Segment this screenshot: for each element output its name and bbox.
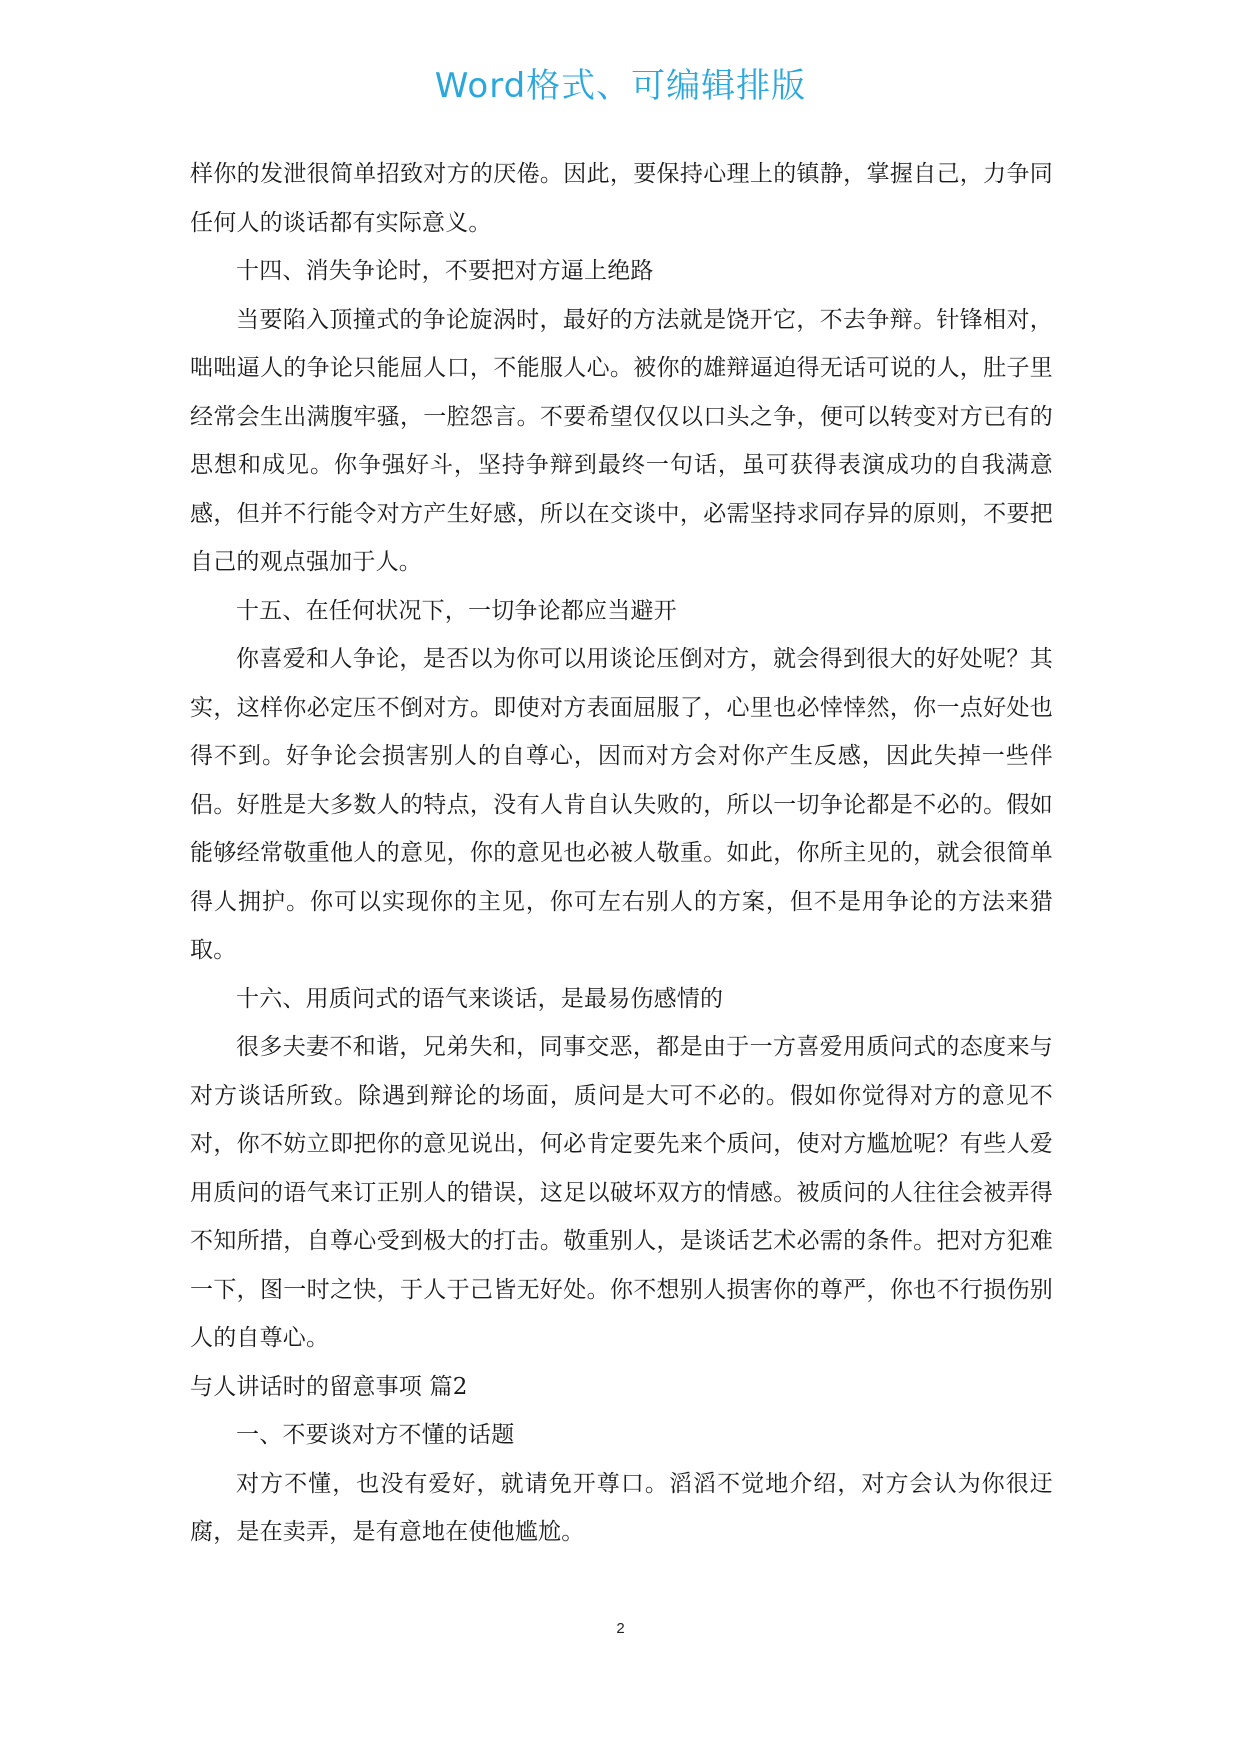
paragraph-continuation: 样你的发泄很简单招致对方的厌倦。因此，要保持心理上的镇静，掌握自己，力争同任何人的谈话都有实际意义。 bbox=[190, 161, 1053, 236]
paragraph-16: 很多夫妻不和谐，兄弟失和，同事交恶，都是由于一方喜爱用质问式的态度来与对方谈话所致。除遇到辩论的场面，质问是大可不必的。假如你觉得对方的意见不对，你不妨立即把你的意见说出，何必肯定要先来个质问，使对方尴尬呢？有些人爱用质问的语气来订正别人的错误，这足以破坏双方的情感。被质问的人往往会被弄得不知所措，自尊心受到极大的打击。敬重别人，是谈话艺术必需的条件。把对方犯难一下，图一时之快，于人于己皆无好处。你不想别人损害你的尊严，你也不行损伤别人的自尊心。 bbox=[190, 1034, 1053, 1351]
article-title-part-2: 与人讲话时的留意事项 篇2 bbox=[190, 1373, 468, 1400]
document-body bbox=[190, 150, 1053, 1557]
paragraph-1: 对方不懂，也没有爱好，就请免开尊口。滔滔不觉地介绍，对方会认为你很迂腐，是在卖弄，是有意地在使他尴尬。 bbox=[190, 1470, 1053, 1545]
paragraph-15: 你喜爱和人争论，是否以为你可以用谈论压倒对方，就会得到很大的好处呢？其实，这样你必定压不倒对方。即使对方表面屈服了，心里也必悻悻然，你一点好处也得不到。好争论会损害别人的自尊心，因而对方会对你产生反感，因此失掉一些伴侣。好胜是大多数人的特点，没有人肯自认失败的，所以一切争论都是不必的。假如能够经常敬重他人的意见，你的意见也必被人敬重。如此，你所主见的，就会很简单得人拥护。你可以实现你的主见，你可左右别人的方案，但不是用争论的方法来猎取。 bbox=[190, 646, 1053, 963]
section-heading-16: 十六、用质问式的语气来谈话，是最易伤感情的 bbox=[236, 985, 724, 1012]
section-heading-1: 一、不要谈对方不懂的话题 bbox=[236, 1422, 515, 1448]
section-heading-14: 十四、消失争论时，不要把对方逼上绝路 bbox=[236, 258, 654, 284]
section-heading-15: 十五、在任何状况下，一切争论都应当避开 bbox=[236, 597, 677, 624]
header-title: Word格式、可编辑排版 bbox=[434, 66, 807, 106]
page-number: 2 bbox=[616, 1620, 625, 1637]
paragraph-14: 当要陷入顶撞式的争论旋涡时，最好的方法就是饶开它，不去争辩。针锋相对，咄咄逼人的争论只能屈人口，不能服人心。被你的雄辩逼迫得无话可说的人，肚子里经常会生出满腹牢骚，一腔怨言。不要希望仅仅以口头之争，便可以转变对方已有的思想和成见。你争强好斗，坚持争辩到最终一句话，虽可获得表演成功的自我满意感，但并不行能令对方产生好感，所以在交谈中，必需坚持求同存异的原则，不要把自己的观点强加于人。 bbox=[190, 306, 1053, 575]
